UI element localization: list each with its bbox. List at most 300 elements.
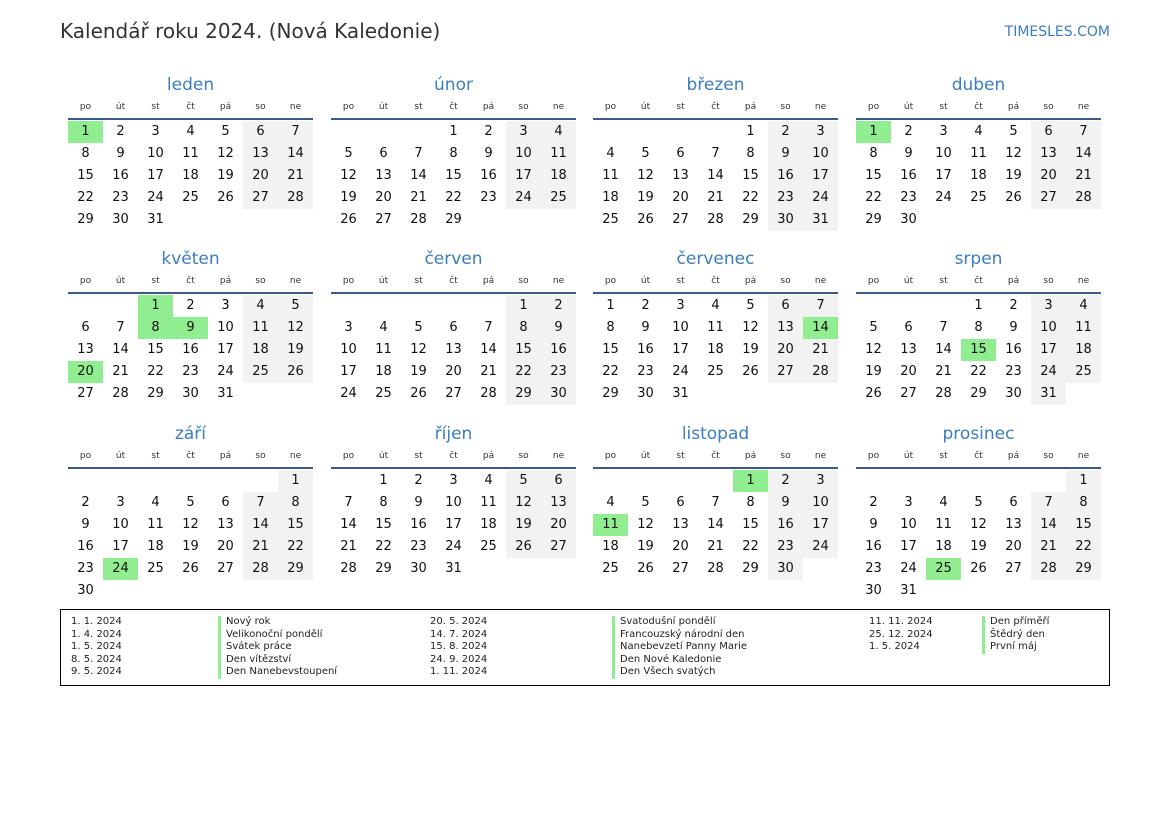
weekday-header [68,449,313,469]
day-cell: 9 [414,495,423,510]
day-cell: 14 [410,168,427,183]
day-grid [68,470,313,602]
weekday-label: so [1043,102,1054,112]
day-cell: 13 [243,143,278,165]
day-cell: 21 [410,190,427,205]
day-cell: 29 [742,561,759,576]
day-cell: 22 [278,536,313,558]
weekday-label: st [151,276,160,286]
day-cell: 17 [1031,339,1066,361]
weekday-label: čt [186,102,195,112]
weekday-header [331,100,576,120]
weekday-label: čt [974,451,983,461]
day-cell: 14 [1066,143,1101,165]
day-cell: 28 [935,386,952,401]
legend-holiday-name: Den vítězství [218,654,337,667]
day-cell: 4 [606,146,615,161]
weekday-label: so [1043,276,1054,286]
day-cell: 2 [1009,298,1018,313]
weekday-label: po [79,451,92,461]
month-9 [68,423,313,602]
month-7 [593,248,838,405]
day-cell: 18 [707,342,724,357]
empty-cell [173,470,208,492]
day-cell: 24 [445,539,462,554]
day-cell: 25 [243,361,278,383]
day-cell: 24 [803,187,838,209]
day-cell: 27 [243,187,278,209]
month-name: prosinec [942,424,1015,444]
empty-cell [366,121,401,143]
empty-cell [331,295,366,317]
day-cell: 14 [935,342,952,357]
weekday-label: út [903,451,914,461]
day-cell: 30 [77,583,94,598]
day-cell: 16 [900,168,917,183]
day-cell: 2 [641,298,650,313]
day-cell: 1 [606,298,615,313]
empty-cell [856,470,891,492]
day-cell: 11 [602,168,619,183]
legend-holiday-name: Štědrý den [982,629,1049,642]
month-name: listopad [681,424,750,444]
day-cell: 15 [742,168,759,183]
day-cell: 17 [672,342,689,357]
day-cell: 29 [445,212,462,227]
day-cell: 13 [445,342,462,357]
day-cell: 6 [676,146,685,161]
day-cell: 23 [480,190,497,205]
weekday-label: pá [219,276,232,286]
day-cell: 20 [672,539,689,554]
day-cell: 12 [410,342,427,357]
day-cell: 8 [81,146,90,161]
day-cell: 31 [217,386,234,401]
day-cell: 10 [340,342,357,357]
day-cell: 27 [217,561,234,576]
weekday-label: út [640,102,651,112]
day-cell: 13 [541,492,576,514]
weekday-label: ne [1077,276,1090,286]
day-cell: 15 [742,517,759,532]
day-cell: 10 [112,517,129,532]
day-cell: 5 [641,495,650,510]
weekday-label: čt [711,276,720,286]
day-cell: 24 [900,561,917,576]
day-cell: 8 [974,320,983,335]
weekday-label: ne [814,102,827,112]
month-3 [593,74,838,231]
day-cell: 30 [410,561,427,576]
day-cell: 31 [147,212,164,227]
day-cell: 19 [410,364,427,379]
empty-cell [331,470,366,492]
legend-date: 1. 5. 2024 [71,641,122,653]
day-cell: 18 [602,190,619,205]
empty-cell [138,470,173,492]
day-cell: 30 [541,383,576,405]
day-cell: 15 [375,517,392,532]
day-cell: 26 [182,561,199,576]
day-cell: 22 [506,361,541,383]
day-cell: 5 [869,320,878,335]
day-cell: 5 [746,298,755,313]
weekday-label: út [640,451,651,461]
weekday-label: po [604,451,617,461]
day-cell: 26 [217,190,234,205]
day-cell: 22 [1066,536,1101,558]
day-cell: 3 [344,320,353,335]
day-cell: 20 [768,339,803,361]
day-cell: 25 [707,364,724,379]
weekday-label: pá [219,451,232,461]
day-cell: 15 [1066,514,1101,536]
day-cell: 1 [974,298,983,313]
day-cell: 23 [410,539,427,554]
day-cell: 9 [81,517,90,532]
day-cell: 19 [742,342,759,357]
day-cell: 29 [278,558,313,580]
empty-cell [698,470,733,492]
day-cell: 18 [970,168,987,183]
day-cell: 28 [707,561,724,576]
month-4 [856,74,1101,231]
day-cell: 17 [112,539,129,554]
day-cell: 26 [410,386,427,401]
day-cell: 16 [768,514,803,536]
day-cell: 15 [278,514,313,536]
weekday-header [593,274,838,294]
holiday-day-cell: 15 [961,339,996,361]
day-cell: 3 [904,495,913,510]
day-cell: 14 [278,143,313,165]
day-cell: 30 [182,386,199,401]
legend-holiday-name: Svátek práce [218,641,337,654]
day-cell: 17 [445,517,462,532]
day-cell: 1 [379,473,388,488]
day-cell: 21 [935,364,952,379]
day-cell: 16 [480,168,497,183]
legend-date: 14. 7. 2024 [430,628,488,640]
legend-names-2 [612,616,747,679]
empty-cell [103,470,138,492]
site-link[interactable]: TIMESLES.COM [1004,24,1110,40]
day-cell: 27 [375,212,392,227]
weekday-label: pá [482,276,495,286]
weekday-label: pá [744,276,757,286]
month-name: srpen [954,249,1003,269]
day-cell: 9 [768,492,803,514]
day-cell: 7 [711,495,720,510]
day-cell: 12 [637,517,654,532]
day-cell: 22 [445,190,462,205]
weekday-label: po [342,451,355,461]
day-cell: 8 [746,495,755,510]
day-cell: 1 [449,124,458,139]
day-cell: 15 [445,168,462,183]
empty-cell [331,121,366,143]
weekday-label: po [79,276,92,286]
day-cell: 4 [379,320,388,335]
day-cell: 21 [278,165,313,187]
day-cell: 11 [1066,317,1101,339]
day-cell: 6 [379,146,388,161]
month-name: březen [686,75,745,95]
day-cell: 4 [541,121,576,143]
day-cell: 3 [449,473,458,488]
day-cell: 30 [1005,386,1022,401]
weekday-label: pá [482,451,495,461]
weekday-label: st [151,102,160,112]
weekday-header [68,274,313,294]
weekday-header [331,449,576,469]
day-cell: 14 [243,514,278,536]
day-cell: 2 [768,470,803,492]
day-cell: 14 [480,342,497,357]
day-cell: 6 [243,121,278,143]
legend-holiday-name: Francouzský národní den [612,629,747,642]
day-cell: 18 [480,517,497,532]
day-cell: 12 [340,168,357,183]
day-cell: 13 [1005,517,1022,532]
weekday-label: so [255,102,266,112]
day-cell: 3 [116,495,125,510]
day-cell: 2 [904,124,913,139]
day-cell: 11 [182,146,199,161]
holiday-day-cell: 24 [103,558,138,580]
day-cell: 12 [506,492,541,514]
day-cell: 9 [484,146,493,161]
legend-date: 1. 1. 2024 [71,616,122,627]
day-cell: 19 [278,339,313,361]
day-cell: 11 [480,495,497,510]
day-cell: 10 [147,146,164,161]
day-cell: 25 [541,187,576,209]
day-cell: 28 [340,561,357,576]
weekday-label: so [255,276,266,286]
day-cell: 21 [1066,165,1101,187]
legend-names-1 [218,616,337,679]
day-cell: 7 [484,320,493,335]
day-cell: 29 [602,386,619,401]
day-cell: 27 [672,561,689,576]
legend-holiday-name: Svatodušní pondělí [612,616,747,629]
day-cell: 9 [869,517,878,532]
weekday-label: pá [1007,102,1020,112]
day-cell: 8 [746,146,755,161]
day-cell: 5 [221,124,230,139]
empty-cell [628,121,663,143]
weekday-label: pá [219,102,232,112]
day-cell: 13 [900,342,917,357]
day-cell: 17 [506,165,541,187]
day-cell: 3 [676,298,685,313]
day-cell: 17 [935,168,952,183]
day-cell: 17 [803,165,838,187]
weekday-label: ne [814,451,827,461]
day-cell: 8 [278,492,313,514]
day-cell: 4 [243,295,278,317]
day-cell: 5 [186,495,195,510]
weekday-label: st [939,102,948,112]
day-cell: 12 [217,146,234,161]
day-grid [593,470,838,580]
day-cell: 30 [112,212,129,227]
day-cell: 25 [480,539,497,554]
day-cell: 5 [641,146,650,161]
legend-names-3 [982,616,1049,654]
day-cell: 30 [768,558,803,580]
month-name: říjen [434,424,473,444]
holiday-day-cell: 11 [593,514,628,536]
month-11 [593,423,838,580]
empty-cell [366,295,401,317]
empty-cell [243,470,278,492]
day-cell: 2 [81,495,90,510]
day-cell: 29 [970,386,987,401]
day-cell: 11 [935,517,952,532]
day-cell: 4 [151,495,160,510]
weekday-label: pá [1007,451,1020,461]
day-grid [856,470,1101,602]
day-cell: 3 [803,121,838,143]
day-cell: 30 [637,386,654,401]
day-cell: 22 [970,364,987,379]
day-cell: 8 [379,495,388,510]
day-cell: 19 [217,168,234,183]
holiday-day-cell: 20 [68,361,103,383]
day-cell: 28 [410,212,427,227]
day-grid [856,121,1101,231]
day-cell: 7 [939,320,948,335]
day-cell: 18 [147,539,164,554]
weekday-header [331,274,576,294]
day-cell: 2 [768,121,803,143]
legend-date: 9. 5. 2024 [71,666,122,678]
day-cell: 1 [746,124,755,139]
weekday-label: ne [289,276,302,286]
day-cell: 3 [506,121,541,143]
day-grid [68,295,313,405]
day-cell: 27 [445,386,462,401]
day-cell: 16 [112,168,129,183]
day-cell: 10 [900,517,917,532]
day-cell: 26 [637,561,654,576]
holiday-legend [60,609,1110,686]
weekday-label: st [414,451,423,461]
day-cell: 27 [768,361,803,383]
day-cell: 25 [147,561,164,576]
day-cell: 8 [449,146,458,161]
day-cell: 18 [375,364,392,379]
day-cell: 23 [768,536,803,558]
day-grid [593,295,838,405]
day-cell: 25 [970,190,987,205]
day-cell: 11 [375,342,392,357]
day-cell: 30 [768,209,803,231]
empty-cell [663,470,698,492]
empty-cell [628,470,663,492]
day-cell: 21 [707,539,724,554]
day-cell: 3 [221,298,230,313]
day-grid [331,295,576,405]
day-cell: 7 [243,492,278,514]
legend-date: 24. 9. 2024 [430,653,488,665]
weekday-label: čt [711,102,720,112]
day-cell: 3 [803,470,838,492]
day-cell: 6 [676,495,685,510]
day-cell: 21 [803,339,838,361]
day-cell: 6 [768,295,803,317]
day-cell: 4 [606,495,615,510]
page-title: Kalendář roku 2024. (Nová Kaledonie) [60,19,441,43]
legend-date: 25. 12. 2024 [869,628,933,640]
legend-date: 1. 11. 2024 [430,666,488,678]
day-cell: 12 [182,517,199,532]
day-cell: 26 [1005,190,1022,205]
legend-date: 1. 4. 2024 [71,628,122,640]
day-cell: 19 [340,190,357,205]
day-cell: 11 [147,517,164,532]
day-cell: 13 [1031,143,1066,165]
day-cell: 17 [147,168,164,183]
weekday-label: so [518,276,529,286]
legend-holiday-name: Den Nové Kaledonie [612,654,747,667]
legend-date: 20. 5. 2024 [430,616,488,627]
legend-holiday-name: Den Nanebevstoupení [218,666,337,679]
day-cell: 21 [480,364,497,379]
empty-cell [593,470,628,492]
day-cell: 18 [541,165,576,187]
holiday-day-cell: 1 [733,470,768,492]
day-cell: 4 [484,473,493,488]
day-cell: 19 [1005,168,1022,183]
day-cell: 20 [1005,539,1022,554]
day-cell: 24 [506,187,541,209]
empty-cell [103,295,138,317]
legend-date: 11. 11. 2024 [869,616,933,627]
month-name: květen [161,249,220,269]
day-cell: 22 [742,190,759,205]
day-cell: 6 [221,495,230,510]
day-cell: 15 [147,342,164,357]
day-cell: 16 [182,342,199,357]
day-cell: 17 [900,539,917,554]
day-cell: 24 [217,364,234,379]
day-cell: 6 [449,320,458,335]
day-cell: 25 [182,190,199,205]
weekday-label: ne [289,451,302,461]
weekday-label: pá [744,451,757,461]
day-cell: 21 [112,364,129,379]
weekday-label: út [378,102,389,112]
empty-cell [471,295,506,317]
weekday-header [856,449,1101,469]
day-cell: 19 [182,539,199,554]
day-cell: 23 [900,190,917,205]
day-cell: 19 [970,539,987,554]
empty-cell [68,295,103,317]
day-cell: 26 [865,386,882,401]
weekday-label: út [115,276,126,286]
weekday-label: ne [552,102,565,112]
day-cell: 13 [672,517,689,532]
day-cell: 11 [541,143,576,165]
weekday-label: čt [449,102,458,112]
day-cell: 26 [637,212,654,227]
day-cell: 2 [116,124,125,139]
day-cell: 26 [506,536,541,558]
